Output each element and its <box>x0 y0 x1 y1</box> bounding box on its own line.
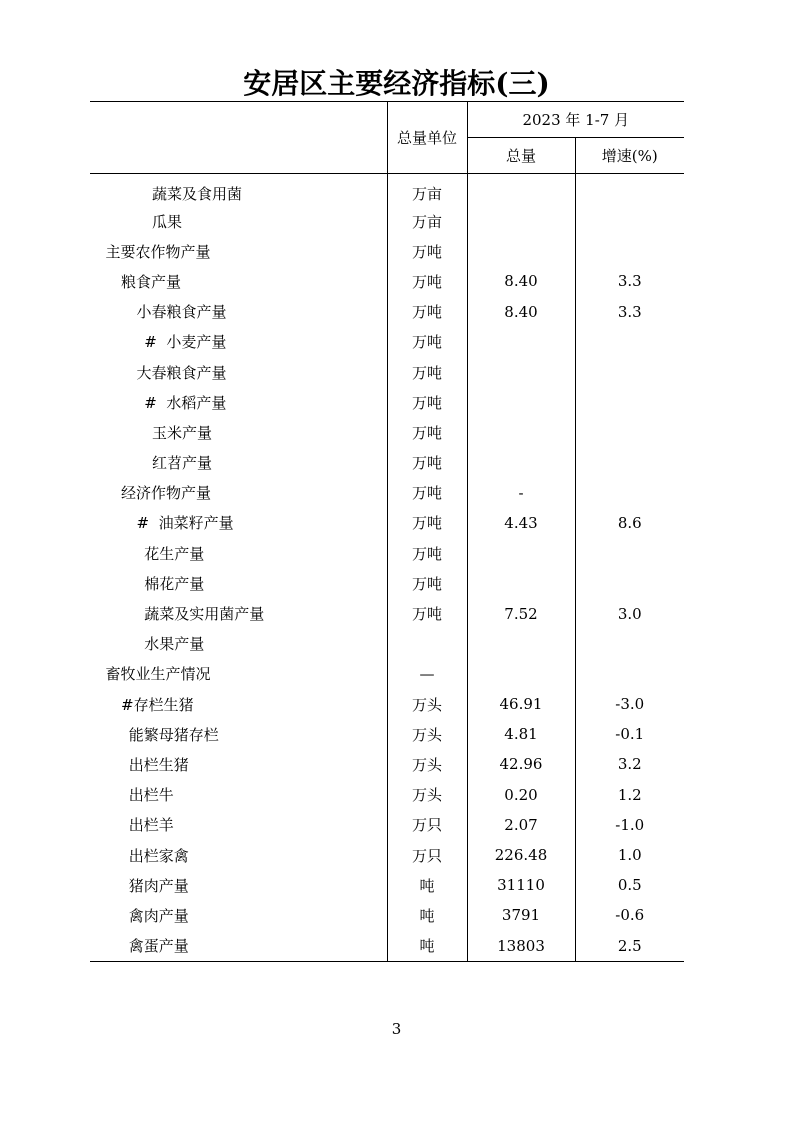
table-row <box>90 206 684 236</box>
row-total: 3791 <box>467 900 575 930</box>
table-row <box>90 719 684 749</box>
row-total: 4.81 <box>467 719 575 749</box>
table-row <box>90 478 684 508</box>
row-indicator-name: 猪肉产量 <box>128 876 189 895</box>
row-total <box>467 629 575 659</box>
table-row <box>90 659 684 689</box>
row-unit: 万亩 <box>387 206 467 236</box>
row-growth <box>575 538 684 568</box>
row-total <box>467 568 575 598</box>
row-growth <box>575 417 684 447</box>
table-row <box>90 387 684 417</box>
row-indicator-name: 经济作物产量 <box>121 484 212 503</box>
row-growth <box>575 236 684 266</box>
table-row <box>90 236 684 266</box>
row-indicator-name: 瓜果 <box>152 212 183 231</box>
header-growth: 增速(%) <box>575 138 684 174</box>
row-growth: -0.6 <box>615 906 645 925</box>
row-unit: 万吨 <box>387 508 467 538</box>
row-indicator-name: 蔬菜及食用菌 <box>152 184 243 203</box>
row-unit <box>387 629 467 659</box>
row-growth: -0.1 <box>615 725 645 744</box>
row-unit: 吨 <box>387 900 467 930</box>
row-total: 0.20 <box>467 780 575 810</box>
row-total <box>467 206 575 236</box>
row-indicator-name: 出栏生猪 <box>128 755 189 774</box>
table-row <box>90 749 684 779</box>
row-indicator-name: 玉米产量 <box>152 423 213 442</box>
row-unit: 万吨 <box>387 327 467 357</box>
row-growth: -3.0 <box>615 695 645 714</box>
row-unit: 万吨 <box>387 478 467 508</box>
header-period: 2023 年 1-7 月 <box>467 102 684 138</box>
row-growth: 3.3 <box>617 272 642 291</box>
table-row <box>90 538 684 568</box>
row-growth <box>575 478 684 508</box>
row-total: 4.43 <box>467 508 575 538</box>
table-row <box>90 870 684 900</box>
row-total: 2.07 <box>467 810 575 840</box>
table-row <box>90 357 684 387</box>
table-row <box>90 508 684 538</box>
row-total <box>467 448 575 478</box>
row-unit: 万吨 <box>387 417 467 447</box>
row-total <box>467 236 575 266</box>
row-indicator-name: #存栏生猪 <box>121 695 194 714</box>
table-row <box>90 598 684 628</box>
row-indicator-name: 禽肉产量 <box>128 906 189 925</box>
row-growth <box>575 357 684 387</box>
page-title: 安居区主要经济指标(三) <box>243 67 550 100</box>
row-unit: 万吨 <box>387 266 467 296</box>
row-growth <box>575 387 684 417</box>
row-unit: 万只 <box>387 840 467 870</box>
row-total <box>467 538 575 568</box>
table-row <box>90 266 684 296</box>
row-indicator-name: 主要农作物产量 <box>105 242 211 261</box>
row-indicator-name: 蔬菜及实用菌产量 <box>144 605 265 624</box>
table-row <box>90 810 684 840</box>
table-row <box>90 629 684 659</box>
header-indicator-blank <box>90 102 387 174</box>
row-total: 7.52 <box>467 598 575 628</box>
row-indicator-name: 水果产量 <box>144 635 205 654</box>
row-total <box>467 417 575 447</box>
table-row <box>90 448 684 478</box>
row-indicator-name: # 油菜籽产量 <box>136 514 234 533</box>
row-total <box>467 174 575 207</box>
table-body <box>90 174 684 962</box>
row-unit: 万吨 <box>387 598 467 628</box>
row-unit: 万头 <box>387 719 467 749</box>
row-growth: 1.2 <box>617 785 642 804</box>
row-indicator-name: 大春粮食产量 <box>136 363 227 382</box>
row-indicator-name: 畜牧业生产情况 <box>105 665 211 684</box>
row-unit: 万亩 <box>387 174 467 207</box>
row-total: 8.40 <box>467 297 575 327</box>
row-growth: 0.5 <box>617 876 642 895</box>
row-growth: 3.3 <box>617 302 642 321</box>
row-total: 46.91 <box>467 689 575 719</box>
row-indicator-name: 粮食产量 <box>121 272 182 291</box>
row-growth <box>575 629 684 659</box>
table-row <box>90 417 684 447</box>
table-row <box>90 780 684 810</box>
row-indicator-name: 红苕产量 <box>152 454 213 473</box>
row-unit: 万只 <box>387 810 467 840</box>
row-unit: 万吨 <box>387 357 467 387</box>
row-indicator-name: 出栏羊 <box>128 816 174 835</box>
row-unit: 万头 <box>387 749 467 779</box>
row-growth: 1.0 <box>617 846 642 865</box>
row-unit: 万吨 <box>387 236 467 266</box>
row-total <box>467 327 575 357</box>
table-row <box>90 174 684 207</box>
row-growth: 3.2 <box>617 755 642 774</box>
row-unit: 万吨 <box>387 297 467 327</box>
row-total: 226.48 <box>467 840 575 870</box>
page-number: 3 <box>391 1020 402 1038</box>
row-indicator-name: 出栏牛 <box>128 786 174 805</box>
row-total: 13803 <box>467 931 575 962</box>
header-unit: 总量单位 <box>387 102 467 174</box>
row-indicator-name: 小春粮食产量 <box>136 303 227 322</box>
table-row <box>90 931 684 962</box>
row-growth: 2.5 <box>575 931 684 962</box>
row-total: 31110 <box>467 870 575 900</box>
row-growth <box>575 206 684 236</box>
row-unit: 万头 <box>387 780 467 810</box>
row-growth <box>575 659 684 689</box>
row-indicator-name: 花生产量 <box>144 544 205 563</box>
row-indicator-name: 出栏家禽 <box>128 846 189 865</box>
table-row <box>90 327 684 357</box>
row-growth <box>575 174 684 207</box>
row-total: - <box>467 478 575 508</box>
indicator-table <box>90 101 684 962</box>
row-growth: -1.0 <box>615 815 645 834</box>
row-total <box>467 357 575 387</box>
row-unit: — <box>387 659 467 689</box>
row-growth <box>575 327 684 357</box>
row-indicator-name: 棉花产量 <box>144 574 205 593</box>
row-total <box>467 659 575 689</box>
row-unit: 万头 <box>387 689 467 719</box>
row-indicator-name: 能繁母猪存栏 <box>128 725 219 744</box>
row-unit: 万吨 <box>387 538 467 568</box>
table-row <box>90 297 684 327</box>
table-row <box>90 840 684 870</box>
row-unit: 吨 <box>387 870 467 900</box>
row-indicator-name: # 水稻产量 <box>144 393 227 412</box>
row-total: 42.96 <box>467 749 575 779</box>
row-unit: 万吨 <box>387 387 467 417</box>
table-row <box>90 900 684 930</box>
row-unit: 万吨 <box>387 568 467 598</box>
row-total: 8.40 <box>467 266 575 296</box>
row-unit: 万吨 <box>387 448 467 478</box>
row-growth: 3.0 <box>617 604 642 623</box>
header-total: 总量 <box>467 138 575 174</box>
row-indicator-name: # 小麦产量 <box>144 333 227 352</box>
row-indicator-name: 禽蛋产量 <box>90 931 387 962</box>
row-growth <box>575 448 684 478</box>
row-unit: 吨 <box>387 931 467 962</box>
row-total <box>467 387 575 417</box>
table-row <box>90 689 684 719</box>
row-growth: 8.6 <box>617 513 642 532</box>
table-row <box>90 568 684 598</box>
row-growth <box>575 568 684 598</box>
